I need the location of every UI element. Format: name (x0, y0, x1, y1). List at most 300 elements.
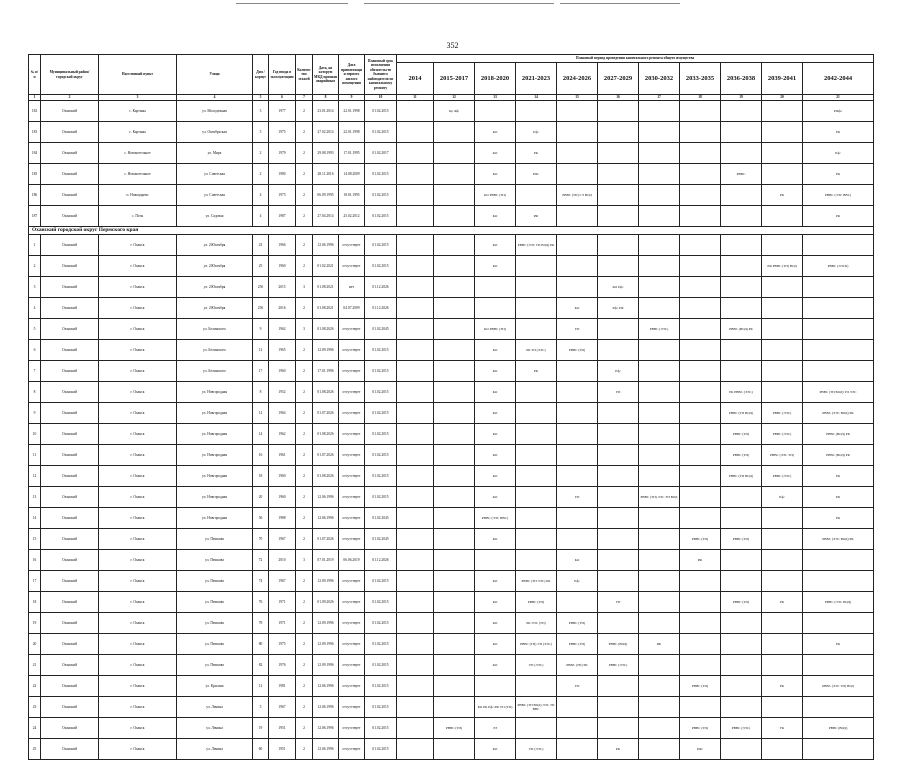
cell-period (557, 529, 598, 550)
cell-mun: Оханский (41, 445, 99, 466)
cell-period: КО (475, 340, 516, 361)
cell-period (598, 613, 639, 634)
cell-period (639, 361, 680, 382)
cell-fl: 2 (296, 592, 313, 613)
cell-period (721, 101, 762, 122)
cell-period (680, 164, 721, 185)
cell-period (639, 613, 680, 634)
cell-period (397, 185, 434, 206)
cell-period: РВВС (ЭЭС ВВС) (475, 508, 516, 529)
cell-year: 1967 (269, 571, 296, 592)
cell-loc: с. Новокотельное (99, 164, 177, 185)
cell-period: УК (762, 718, 803, 739)
cell-period: РК (598, 739, 639, 760)
cell-no: 12 (29, 466, 41, 487)
cell-period: РВВС (ЭЭС ВОД) (803, 592, 874, 613)
cell-period (598, 676, 639, 697)
cell-d1: 12.06.1996 (313, 739, 339, 760)
cell-period (680, 256, 721, 277)
cell-period: РВВС (ЭЭС ТП ВОД) РК (516, 235, 557, 256)
table-row (29, 697, 874, 718)
cell-period: КО (557, 298, 598, 319)
cell-period (598, 466, 639, 487)
cell-period (434, 298, 475, 319)
header-date-privatization: Дата приватизации первого жилого помещения (339, 55, 365, 95)
cell-d2: 14.08.2009 (339, 164, 365, 185)
cell-d2: 22.01.1998 (339, 122, 365, 143)
cell-d1: 27.04.2014 (313, 206, 339, 227)
cell-period: РК (803, 487, 874, 508)
cell-house: 4 (253, 206, 269, 227)
cell-period (397, 466, 434, 487)
cell-fl: 2 (296, 613, 313, 634)
cell-period (762, 361, 803, 382)
cell-period (721, 256, 762, 277)
table-row (29, 445, 874, 466)
cell-mun: Оханский (41, 697, 99, 718)
cell-period: КО (475, 613, 516, 634)
cell-period: РК (516, 361, 557, 382)
cell-period (762, 739, 803, 760)
cell-period: КО (475, 487, 516, 508)
cell-period (680, 206, 721, 227)
cell-period (639, 655, 680, 676)
cell-street: ул. Новгородная (177, 424, 253, 445)
cell-period (762, 508, 803, 529)
cell-d1: 12.06.1996 (313, 508, 339, 529)
cell-period: КО РК Рфс РФ УП (ТП) (475, 697, 516, 718)
cell-dl: 01.12.2026 (365, 550, 397, 571)
cell-no: 14 (29, 508, 41, 529)
cell-mun: Оханский (41, 718, 99, 739)
column-number: 13 (475, 95, 516, 101)
cell-period: РВВС (ЭЭС) (721, 718, 762, 739)
cell-period (397, 487, 434, 508)
cell-dl: 01.02.2015 (365, 164, 397, 185)
column-number: 7 (296, 95, 313, 101)
cell-loc: г. Оханск (99, 550, 177, 571)
cell-year: 2010 (269, 550, 296, 571)
cell-period: РВВС (ЭЭСК) (803, 256, 874, 277)
cell-year: 1961 (269, 445, 296, 466)
cell-year: 1960 (269, 361, 296, 382)
cell-period: РВВС (ВОД) РК (803, 445, 874, 466)
cell-fl: 2 (296, 676, 313, 697)
cell-mun: Оханский (41, 487, 99, 508)
cell-period: РК (762, 676, 803, 697)
cell-period (639, 206, 680, 227)
cell-mun: Оханский (41, 382, 99, 403)
cell-period: КО (557, 550, 598, 571)
cell-period: РВВС (ТП) (434, 718, 475, 739)
cell-period: РВВС (ЭЭС) (639, 319, 680, 340)
cell-loc: г. Оханск (99, 340, 177, 361)
cell-period (557, 101, 598, 122)
cell-d2: отсутствует (339, 529, 365, 550)
cell-no: 23 (29, 697, 41, 718)
cell-mun: Оханский (41, 298, 99, 319)
cell-house: 2 (253, 164, 269, 185)
cell-period: РК (803, 164, 874, 185)
cell-d1: 01.08.2021 (313, 298, 339, 319)
cell-period: КО (475, 361, 516, 382)
cell-period (762, 340, 803, 361)
cell-mun: Оханский (41, 403, 99, 424)
column-number: 5 (253, 95, 269, 101)
cell-period: РВВС (ТП ВОД) (721, 403, 762, 424)
cell-year: 1965 (269, 340, 296, 361)
cell-loc: с. Пеля (99, 206, 177, 227)
cell-dl: 01.02.2015 (365, 676, 397, 697)
cell-period (516, 487, 557, 508)
cell-period (721, 143, 762, 164)
cell-period (762, 277, 803, 298)
cell-loc: г. Оханск (99, 445, 177, 466)
cell-year: 1951 (269, 739, 296, 760)
cell-period (397, 122, 434, 143)
cell-period (434, 122, 475, 143)
cell-no: 186 (29, 185, 41, 206)
cell-mun: Оханский (41, 550, 99, 571)
cell-period (639, 529, 680, 550)
cell-period (557, 122, 598, 143)
cell-dl: 01.02.2015 (365, 613, 397, 634)
cell-period (721, 697, 762, 718)
cell-no: 21 (29, 655, 41, 676)
cell-no: 20 (29, 634, 41, 655)
cell-period: РК (803, 466, 874, 487)
cell-fl: 2 (296, 466, 313, 487)
cell-period: РФфс (803, 101, 874, 122)
cell-mun: Оханский (41, 340, 99, 361)
cell-period: КО (475, 739, 516, 760)
header-plan-period: Плановый период проведения капитального ремонта общего имущества (397, 55, 874, 63)
cell-period: РВВС (721, 164, 762, 185)
cell-loc: г. Оханск (99, 697, 177, 718)
cell-dl: 01.02.2017 (365, 143, 397, 164)
cell-house: 16 (253, 445, 269, 466)
cell-d2: 25.02.2012 (339, 206, 365, 227)
cell-period (680, 487, 721, 508)
cell-period (639, 445, 680, 466)
cell-mun: Оханский (41, 571, 99, 592)
cell-d2: 22.01.1998 (339, 101, 365, 122)
cell-period: РВВС (ВОД) (803, 718, 874, 739)
cell-period (397, 571, 434, 592)
cell-d1: 12.06.1996 (313, 718, 339, 739)
cell-period: РФ (639, 634, 680, 655)
table-row (29, 256, 874, 277)
cell-no: 25 (29, 739, 41, 760)
cell-period: КО (475, 382, 516, 403)
cell-period (475, 101, 516, 122)
cell-street: ул. Садовая (177, 206, 253, 227)
cell-street: ул. Советская (177, 164, 253, 185)
cell-d2: отсутствует (339, 508, 365, 529)
cell-period (639, 466, 680, 487)
cell-period (516, 445, 557, 466)
cell-period (434, 424, 475, 445)
cell-d2: отсутствует (339, 487, 365, 508)
cell-dl: 01.02.2045 (365, 529, 397, 550)
cell-period (397, 529, 434, 550)
cell-d1: 01.08.2026 (313, 466, 339, 487)
cell-period (434, 361, 475, 382)
cell-no: 182 (29, 101, 41, 122)
cell-period (557, 718, 598, 739)
cell-period (397, 298, 434, 319)
cell-period: РВВС (ТП) РК (557, 655, 598, 676)
cell-mun: Оханский (41, 613, 99, 634)
cell-d2: отсутствует (339, 613, 365, 634)
table-row (29, 101, 874, 122)
cell-street: ул. Белинского (177, 319, 253, 340)
cell-dl: 01.02.2015 (365, 382, 397, 403)
section-title: Оханский городской округ Пермского края (29, 227, 874, 235)
table-row (29, 235, 874, 256)
cell-period (598, 185, 639, 206)
cell-period: РФс (516, 164, 557, 185)
cell-d2: отсутствует (339, 739, 365, 760)
cell-fl: 2 (296, 508, 313, 529)
cell-period: Рфс (516, 122, 557, 143)
cell-year: 1964 (269, 403, 296, 424)
cell-period (598, 550, 639, 571)
cell-period (434, 235, 475, 256)
cell-loc: г. Оханск (99, 256, 177, 277)
cell-mun: Оханский (41, 206, 99, 227)
cell-fl: 2 (296, 164, 313, 185)
cell-period: РФ (516, 206, 557, 227)
cell-mun: Оханский (41, 122, 99, 143)
cell-house: 14 (253, 424, 269, 445)
table-row (29, 676, 874, 697)
cell-mun: Оханский (41, 277, 99, 298)
cell-period (762, 298, 803, 319)
cell-loc: г. Оханск (99, 382, 177, 403)
cell-d1: 27.02.2014 (313, 122, 339, 143)
cell-period: РВВС (ЭЭС) (762, 403, 803, 424)
cell-street: ул. Мира (177, 143, 253, 164)
cell-period: РК (516, 143, 557, 164)
cell-period: РК ЭЭС (ТП) (516, 613, 557, 634)
cell-d2: отсутствует (339, 256, 365, 277)
cell-no: 4 (29, 298, 41, 319)
header-period: 2015-2017 (434, 63, 475, 95)
cell-d1: 01.08.2026 (313, 424, 339, 445)
cell-dl: 01.02.2015 (365, 403, 397, 424)
cell-no: 185 (29, 164, 41, 185)
cell-fl: 3 (296, 550, 313, 571)
cell-year: 1960 (269, 466, 296, 487)
cell-period (721, 185, 762, 206)
cell-fl: 3 (296, 319, 313, 340)
cell-period: РФ РВВС (ТП) ВОД (762, 256, 803, 277)
cell-period: КО (475, 256, 516, 277)
cell-no: 6 (29, 340, 41, 361)
cell-d2: 17.01.1995 (339, 143, 365, 164)
cell-house: 72 (253, 550, 269, 571)
column-number: 3 (99, 95, 177, 101)
cell-dl: 01.12.2026 (365, 277, 397, 298)
table-row (29, 122, 874, 143)
header-period: 2033-2035 (680, 63, 721, 95)
cell-period: РВВС (ТП) (516, 592, 557, 613)
cell-loc: г. Оханск (99, 571, 177, 592)
cell-d2: 04.07.2009 (339, 298, 365, 319)
cell-period (434, 508, 475, 529)
cell-dl: 01.02.2015 (365, 361, 397, 382)
cell-fl: 2 (296, 571, 313, 592)
cell-period (397, 206, 434, 227)
cell-period: Рфс РФ (598, 298, 639, 319)
table-row (29, 403, 874, 424)
cell-d1: 01.08.2026 (313, 319, 339, 340)
cell-period (639, 382, 680, 403)
cell-period (721, 676, 762, 697)
table-row (29, 487, 874, 508)
cell-fl: 2 (296, 634, 313, 655)
cell-street: ул. Новгородная (177, 403, 253, 424)
cell-no: 184 (29, 143, 41, 164)
cell-no: 187 (29, 206, 41, 227)
cell-d1: 01.09.2026 (313, 592, 339, 613)
cell-period (397, 634, 434, 655)
cell-year: 1975 (269, 122, 296, 143)
table-row (29, 361, 874, 382)
top-rule-right (560, 3, 680, 4)
cell-period: РВВС (ЭЭС ТП) ВОД (803, 676, 874, 697)
table-row (29, 298, 874, 319)
cell-fl: 2 (296, 424, 313, 445)
cell-period (434, 550, 475, 571)
cell-period (557, 382, 598, 403)
cell-fl: 2 (296, 529, 313, 550)
cell-period: РВВС (ЭЭС ВВС) (803, 185, 874, 206)
cell-dl: 01.02.2015 (365, 571, 397, 592)
cell-fl: 2 (296, 143, 313, 164)
cell-period (680, 655, 721, 676)
cell-no: 1 (29, 235, 41, 256)
cell-street: ул. Новгородная (177, 508, 253, 529)
cell-period: РВВС (ЭЭС ТП) (762, 445, 803, 466)
cell-period (680, 634, 721, 655)
cell-period (397, 697, 434, 718)
cell-street: ул. Новгородная (177, 382, 253, 403)
cell-d2: отсутствует (339, 676, 365, 697)
cell-fl: 2 (296, 487, 313, 508)
cell-period (803, 571, 874, 592)
cell-house: 12 (253, 403, 269, 424)
cell-no: 5 (29, 319, 41, 340)
cell-period (762, 319, 803, 340)
cell-period (557, 697, 598, 718)
cell-no: 8 (29, 382, 41, 403)
cell-no: 183 (29, 122, 41, 143)
column-number: 12 (434, 95, 475, 101)
cell-period (557, 466, 598, 487)
cell-loc: г. Оханск (99, 235, 177, 256)
table-row (29, 277, 874, 298)
cell-d1: 12.06.1996 (313, 676, 339, 697)
cell-no: 17 (29, 571, 41, 592)
cell-period (397, 550, 434, 571)
cell-period (721, 340, 762, 361)
table-row (29, 571, 874, 592)
cell-period (557, 277, 598, 298)
cell-period (639, 340, 680, 361)
column-number: 2 (41, 95, 99, 101)
cell-year: 1973 (269, 185, 296, 206)
cell-period (639, 592, 680, 613)
cell-period: Рфс (598, 361, 639, 382)
cell-period: УП (ЭЭС) (516, 655, 557, 676)
cell-period (397, 739, 434, 760)
cell-street: ул. Ленина (177, 739, 253, 760)
cell-dl: 01.02.2015 (365, 235, 397, 256)
cell-period (516, 277, 557, 298)
cell-period (762, 143, 803, 164)
cell-period (598, 143, 639, 164)
cell-period (397, 340, 434, 361)
cell-period (803, 235, 874, 256)
column-number: 14 (516, 95, 557, 101)
cell-dl: 01.02.2015 (365, 739, 397, 760)
cell-no: 22 (29, 676, 41, 697)
cell-mun: Оханский (41, 319, 99, 340)
cell-d1: 12.09.1996 (313, 634, 339, 655)
header-period: 2039-2041 (762, 63, 803, 95)
cell-period: Рфс (557, 571, 598, 592)
cell-mun: Оханский (41, 235, 99, 256)
cell-period: КО (475, 571, 516, 592)
table-row (29, 655, 874, 676)
table-row (29, 529, 874, 550)
cell-fl: 2 (296, 655, 313, 676)
cell-period (434, 676, 475, 697)
cell-period: РВВС (ВОД) (598, 634, 639, 655)
cell-loc: г. Оханск (99, 739, 177, 760)
cell-period (475, 676, 516, 697)
section-row (29, 227, 874, 235)
cell-period (434, 697, 475, 718)
cell-period (397, 424, 434, 445)
cell-house: 12 (253, 340, 269, 361)
cell-d2: отсутствует (339, 403, 365, 424)
cell-d1: 12.06.1996 (313, 697, 339, 718)
cell-house: 74 (253, 571, 269, 592)
table-row (29, 319, 874, 340)
cell-period (803, 277, 874, 298)
cell-period (598, 122, 639, 143)
header-period: 2030-2032 (639, 63, 680, 95)
cell-period: РВВС (ТП) (721, 592, 762, 613)
cell-mun: Оханский (41, 256, 99, 277)
page-number: 352 (446, 41, 459, 50)
header-period: 2021-2023 (516, 63, 557, 95)
cell-period (516, 298, 557, 319)
header-period: 2036-2038 (721, 63, 762, 95)
cell-period (397, 655, 434, 676)
cell-period: КО (475, 122, 516, 143)
cell-period (397, 235, 434, 256)
cell-no: 19 (29, 613, 41, 634)
cell-period (434, 206, 475, 227)
header-period: 2027-2029 (598, 63, 639, 95)
cell-period (680, 277, 721, 298)
cell-period: РВВС (ТП) (557, 613, 598, 634)
cell-year: 1976 (269, 655, 296, 676)
